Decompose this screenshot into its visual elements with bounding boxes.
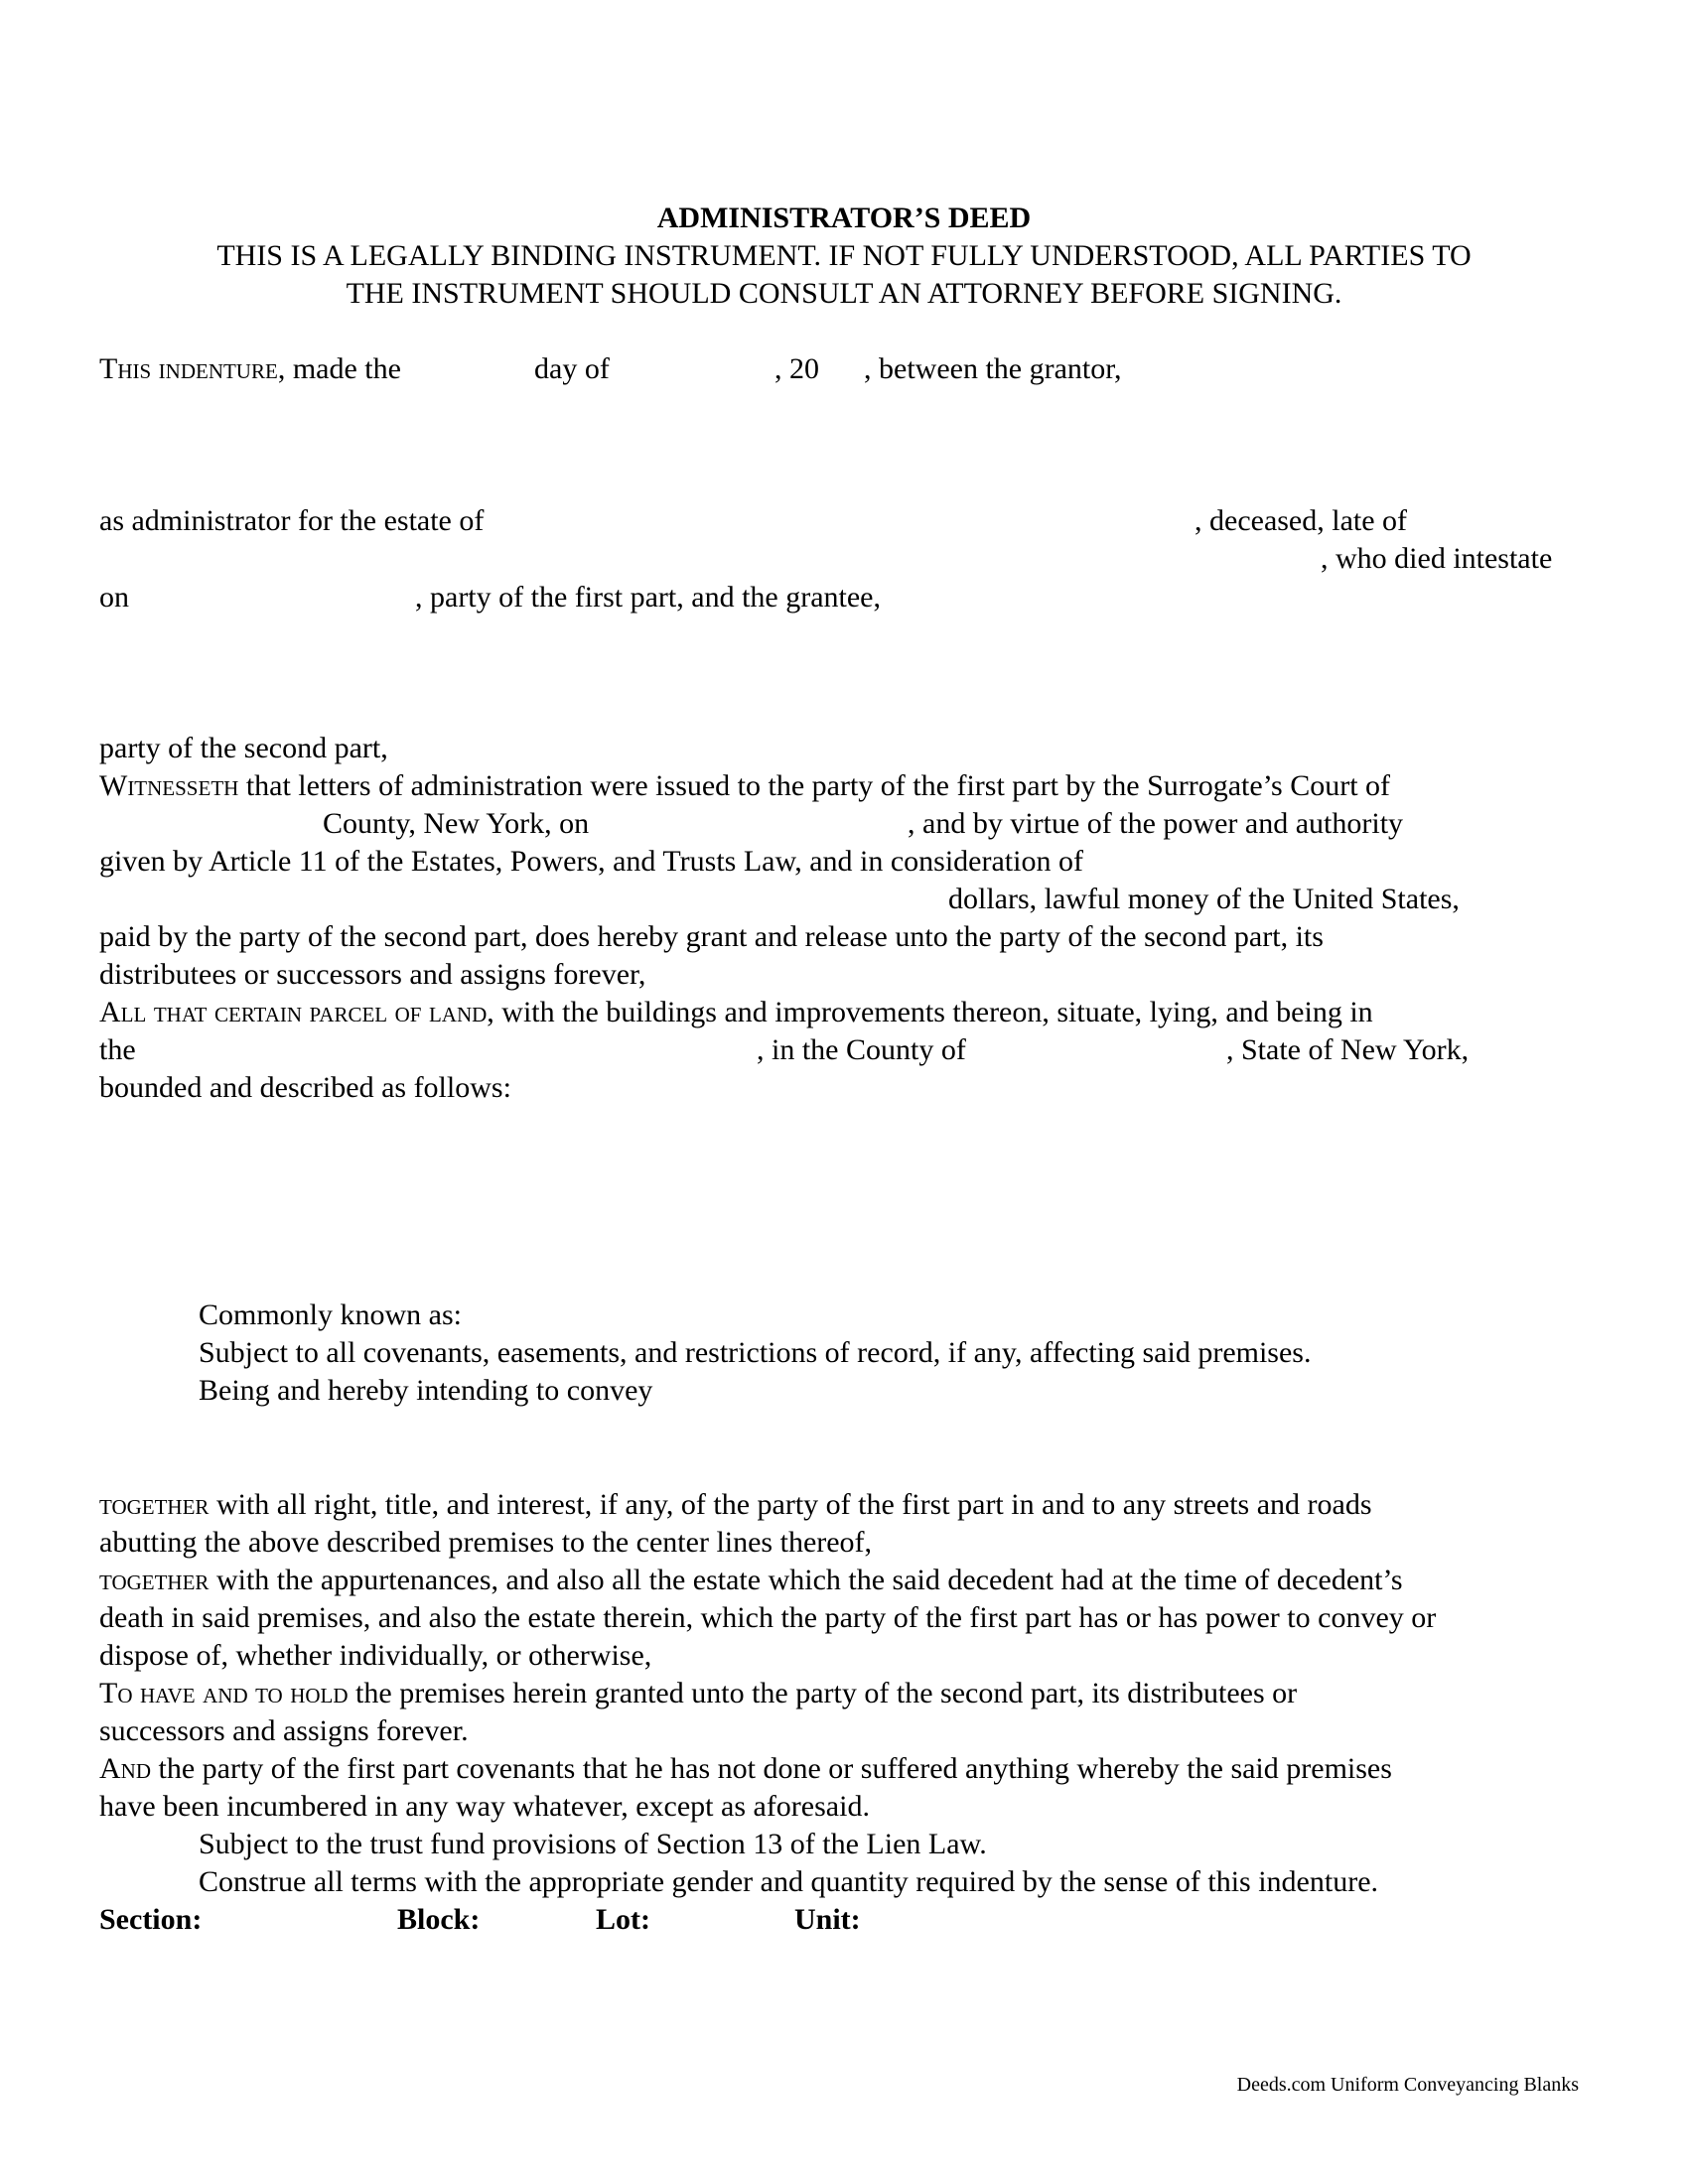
covenant-line-1-text: the party of the first part covenants that he has not done or suffered anything whereby the said premises [151,1752,1392,1785]
estate-of-text: as administrator for the estate of [99,504,485,537]
witnesseth-line-1 [99,768,1390,804]
construe-text: Construe all terms with the appropriate gender and quantity required by the sense of this indenture. [199,1865,1379,1898]
witnesseth-line-4: dollars, lawful money of the United States, [948,883,1460,915]
together-1-lead: together [99,1488,210,1521]
subject-covenants-text: Subject to all covenants, easements, and restrictions of record, if any, affecting said premises. [199,1336,1312,1369]
parcel-line-1 [99,995,1373,1030]
bounded-text: bounded and described as follows: [99,1071,511,1104]
covenant-lead: And [99,1752,151,1785]
indenture-lead: This indenture [99,352,278,385]
warning-line-1: THIS IS A LEGALLY BINDING INSTRUMENT. IF NOT FULLY UNDERSTOOD, ALL PARTIES TO [216,239,1472,272]
parcel-line-1-text: , with the buildings and improvements thereon, situate, lying, and being in [487,996,1373,1028]
witnesseth-line-5: paid by the party of the second part, does hereby grant and release unto the party of the second part, its [99,920,1324,953]
on-text: on [99,581,129,614]
county-ny-text: County, New York, on [323,807,590,840]
together-2-line-3: dispose of, whether individually, or otherwise, [99,1639,652,1672]
together-2-lead: together [99,1564,210,1596]
first-part-text: , party of the first part, and the grantee, [415,581,881,614]
together-1-line-1 [99,1487,1372,1523]
made-the-text: , made the [277,352,401,385]
day-of-text: day of [534,352,610,385]
covenant-line-1 [99,1751,1392,1787]
being-text: Being and hereby intending to convey [199,1374,653,1407]
footer-text: Deeds.com Uniform Conveyancing Blanks [1236,2074,1579,2096]
covenant-line-2: have been incumbered in any way whatever, except as aforesaid. [99,1790,870,1823]
witnesseth-lead: Witnesseth [99,769,239,802]
indenture-line [99,351,401,387]
document-title: ADMINISTRATOR’S DEED [656,202,1032,234]
died-intestate-text: , who died intestate [1321,542,1553,575]
unit-label: Unit: [794,1903,861,1936]
together-1-line-2: abutting the above described premises to the center lines thereof, [99,1526,873,1559]
witnesseth-line-3: given by Article 11 of the Estates, Powers, and Trusts Law, and in consideration of [99,845,1083,878]
county-of-text: , in the County of [757,1033,966,1066]
commonly-known-text: Commonly known as: [199,1298,463,1331]
lot-label: Lot: [596,1903,650,1936]
witnesseth-line-6: distributees or successors and assigns forever, [99,958,646,991]
habendum-lead: To have and to hold [99,1677,349,1709]
year-text: , 20 [774,352,819,385]
between-grantor-text: , between the grantor, [864,352,1122,385]
virtue-text: , and by virtue of the power and authority [908,807,1404,840]
together-2-line-1 [99,1563,1403,1598]
block-label: Block: [397,1903,481,1936]
together-1-line-1-text: with all right, title, and interest, if any, of the party of the first part in and to any streets and roads [209,1488,1372,1521]
deceased-text: , deceased, late of [1195,504,1408,537]
witnesseth-line-1-text: that letters of administration were issued to the party of the first part by the Surrogate’s Court of [238,769,1391,802]
second-part-text: party of the second part, [99,732,388,764]
together-2-line-1-text: with the appurtenances, and also all the estate which the said decedent had at the time of decedent’s [209,1564,1403,1596]
section-label: Section: [99,1903,203,1936]
together-2-line-2: death in said premises, and also the estate therein, which the party of the first part has or has power to convey or [99,1601,1437,1634]
warning-line-2: THE INSTRUMENT SHOULD CONSULT AN ATTORNEY BEFORE SIGNING. [346,277,1342,310]
trust-fund-text: Subject to the trust fund provisions of Section 13 of the Lien Law. [199,1828,987,1860]
habendum-line-1 [99,1676,1297,1711]
habendum-line-1-text: the premises herein granted unto the party of the second part, its distributees or [348,1677,1298,1709]
parcel-lead: All that certain parcel of land [99,996,488,1028]
parcel-the-text: the [99,1033,136,1066]
state-text: , State of New York, [1226,1033,1470,1066]
habendum-line-2: successors and assigns forever. [99,1714,469,1747]
